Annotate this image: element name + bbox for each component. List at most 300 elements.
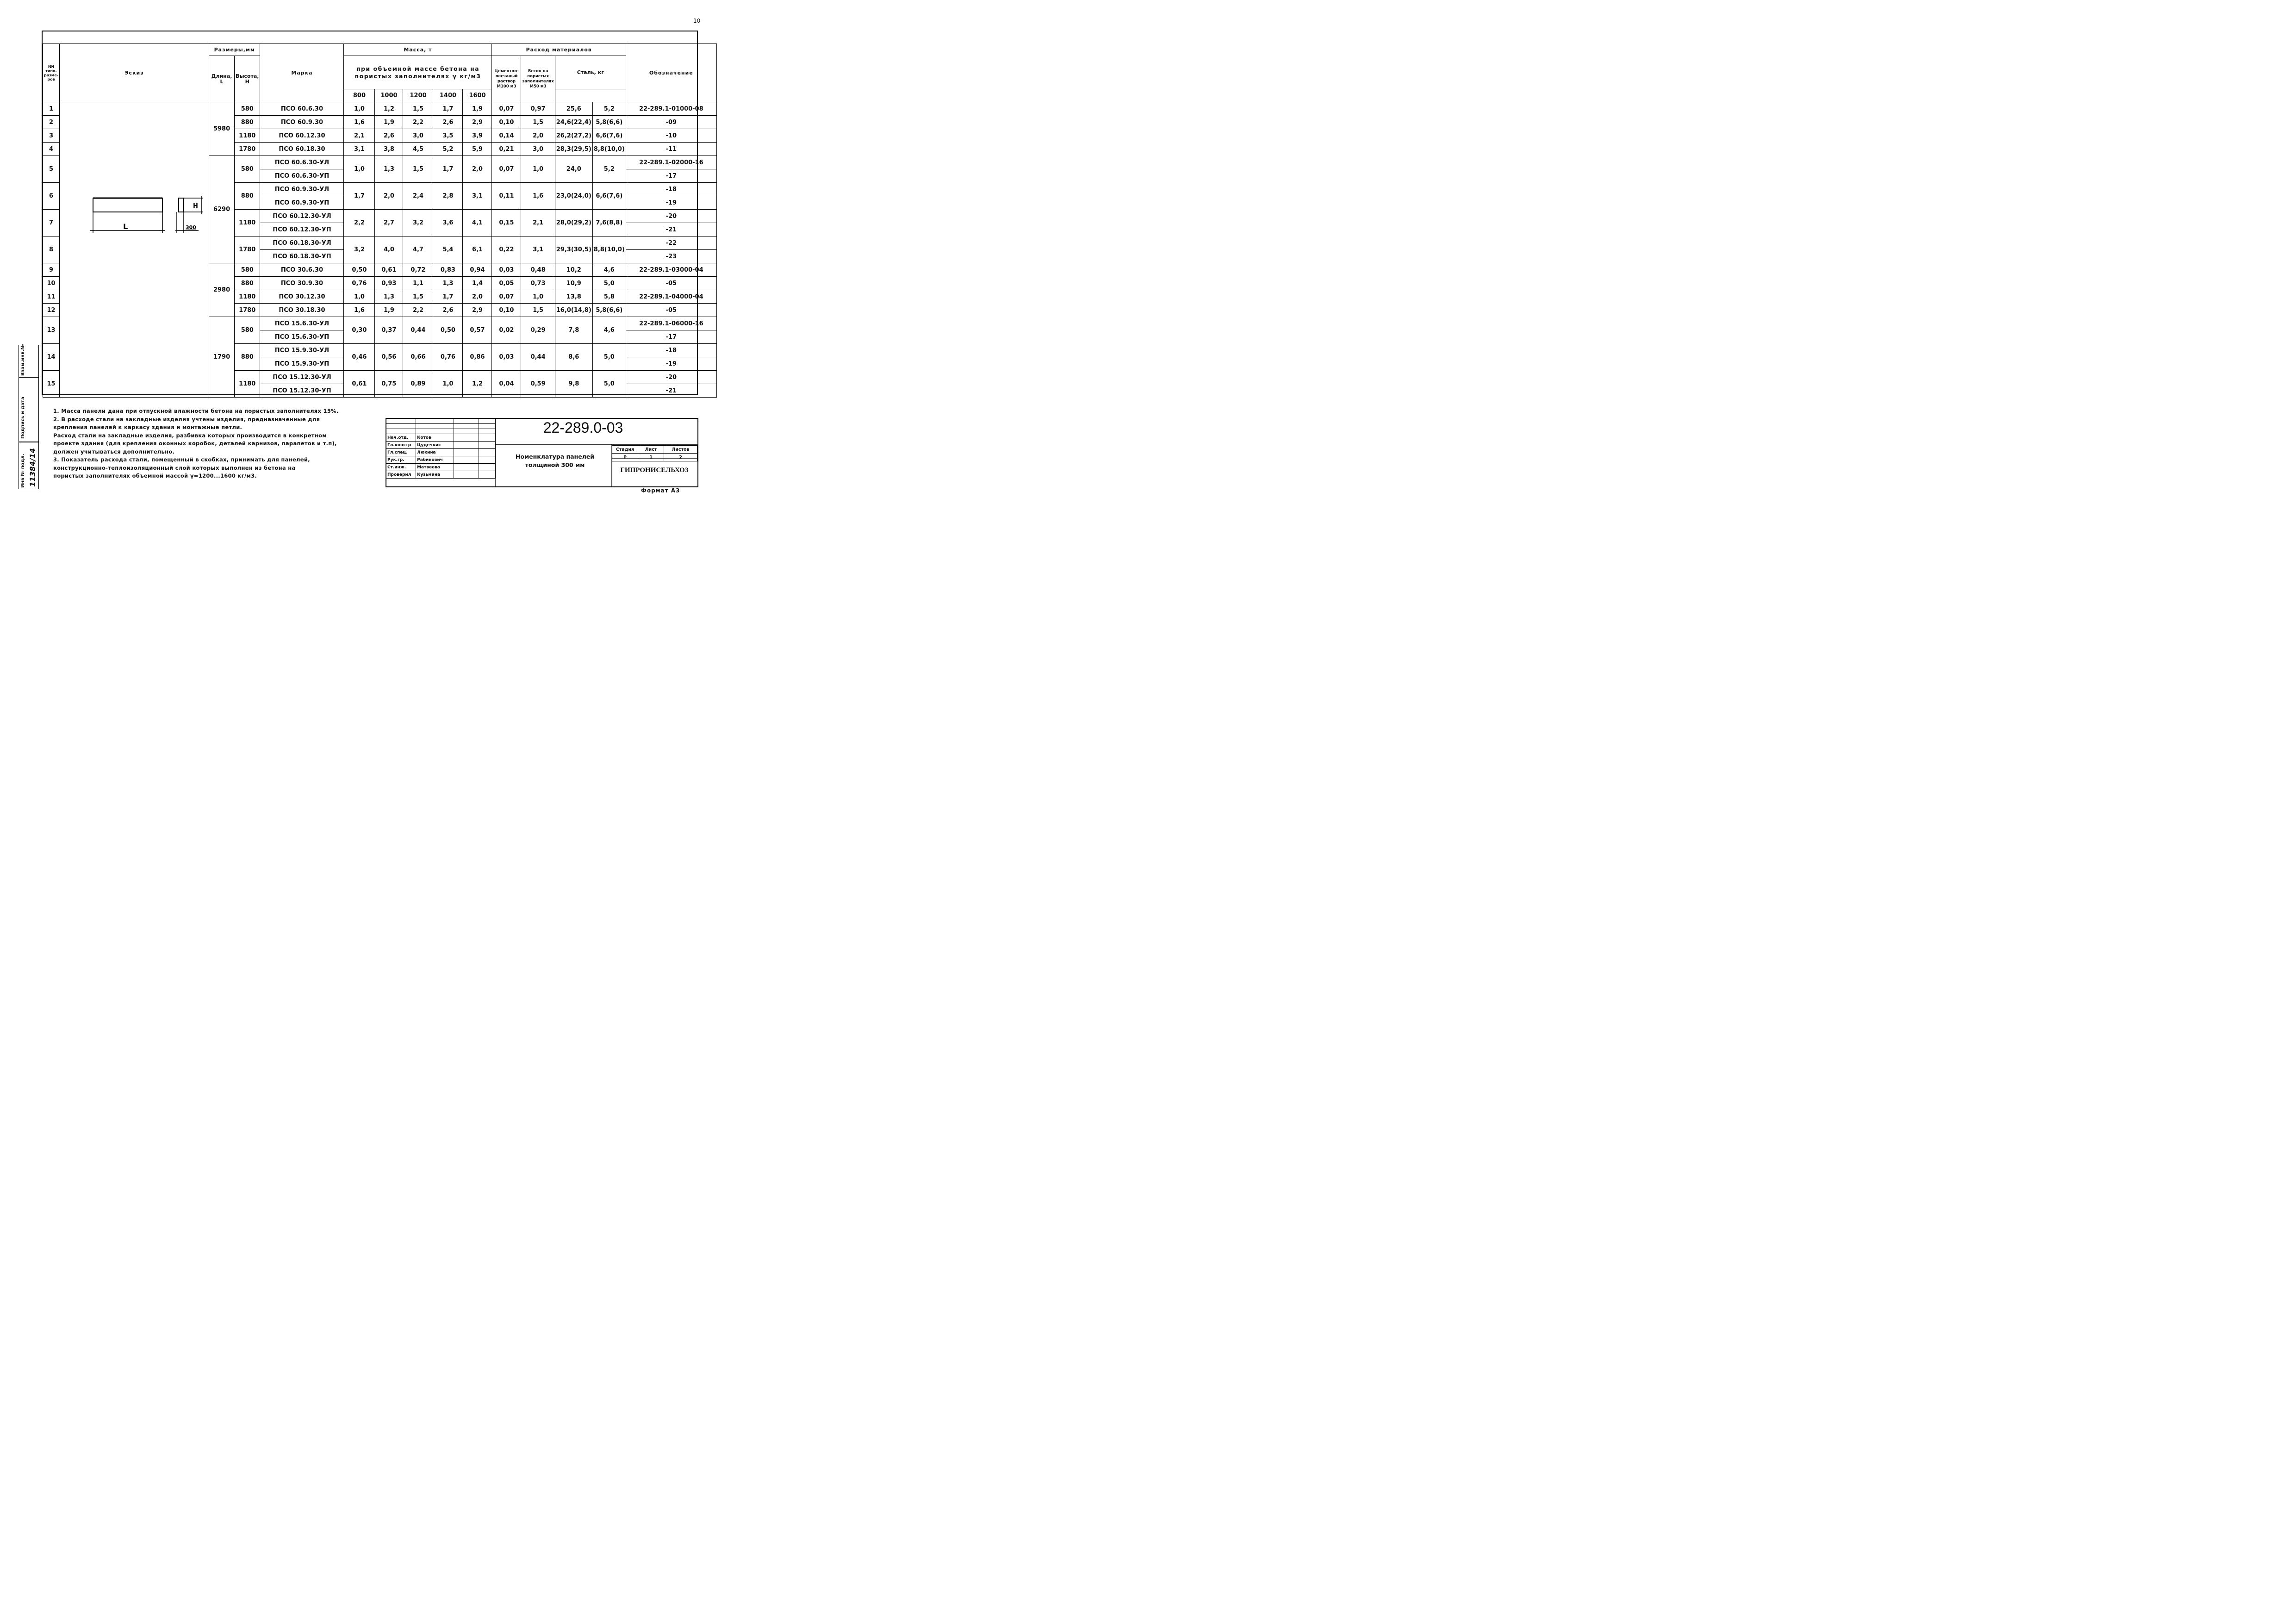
mass-value: 2,6 bbox=[375, 129, 403, 143]
designation: -18 bbox=[626, 344, 716, 357]
concrete-volume: 0,97 bbox=[521, 102, 555, 116]
sign-label: Подпись и дата bbox=[20, 397, 25, 439]
panel-mark: ПСО 60.6.30 bbox=[260, 102, 344, 116]
document-code: 22-289.0-03 bbox=[543, 419, 623, 436]
type-number: 12 bbox=[43, 304, 60, 317]
panel-height: 1180 bbox=[235, 129, 260, 143]
mass-value: 0,61 bbox=[344, 371, 375, 398]
steel-total: 10,2 bbox=[555, 263, 592, 277]
type-number: 1 bbox=[43, 102, 60, 116]
signature bbox=[454, 471, 479, 479]
mass-value: 1,5 bbox=[403, 156, 433, 183]
empty-cell bbox=[479, 429, 496, 434]
steel-embedded: 5,0 bbox=[592, 371, 626, 398]
concrete-volume: 1,0 bbox=[521, 156, 555, 183]
designation: -05 bbox=[626, 304, 716, 317]
empty-cell bbox=[416, 424, 454, 429]
replace-label: Взам.инв.№ bbox=[20, 344, 25, 376]
panel-height: 580 bbox=[235, 156, 260, 183]
steel-embedded: 5,8(6,6) bbox=[592, 116, 626, 129]
header-mass-density: при объемной массе бетона на пористых заполнителях γ кг/м3 bbox=[344, 56, 492, 89]
sheets-value: 2 bbox=[664, 454, 697, 461]
designation: -17 bbox=[626, 169, 716, 183]
steel-total: 13,8 bbox=[555, 290, 592, 304]
steel-total: 10,9 bbox=[555, 277, 592, 290]
panel-mark: ПСО 60.12.30-УП bbox=[260, 223, 344, 236]
steel-total: 28,3(29,5) bbox=[555, 143, 592, 156]
designation: -09 bbox=[626, 116, 716, 129]
mass-value: 2,6 bbox=[433, 304, 463, 317]
signature-row bbox=[386, 471, 496, 479]
mass-value: 1,5 bbox=[403, 290, 433, 304]
mass-value: 1,0 bbox=[433, 371, 463, 398]
length-label: L bbox=[123, 222, 128, 231]
header-mass: Масса, т bbox=[344, 44, 492, 56]
type-number: 11 bbox=[43, 290, 60, 304]
mortar-volume: 0,03 bbox=[492, 263, 521, 277]
signature bbox=[454, 442, 479, 449]
mass-value: 0,56 bbox=[375, 344, 403, 371]
panel-height: 1780 bbox=[235, 236, 260, 263]
mortar-volume: 0,02 bbox=[492, 317, 521, 344]
mass-value: 3,2 bbox=[344, 236, 375, 263]
note-line: пористых заполнителях объемной массой γ=1200...1600 кг/м3. bbox=[53, 473, 257, 479]
mass-value: 0,37 bbox=[375, 317, 403, 344]
concrete-volume: 1,0 bbox=[521, 290, 555, 304]
header-length: Длина, L bbox=[209, 56, 235, 102]
concrete-volume: 2,1 bbox=[521, 210, 555, 236]
person-name: Цудечкис bbox=[416, 442, 454, 449]
signature bbox=[454, 456, 479, 464]
type-number: 15 bbox=[43, 371, 60, 398]
concrete-volume: 0,29 bbox=[521, 317, 555, 344]
paper-format: Формат А3 bbox=[641, 487, 680, 494]
mortar-volume: 0,10 bbox=[492, 116, 521, 129]
designation: 22-289.1-06000-16 bbox=[626, 317, 716, 330]
concrete-volume: 1,5 bbox=[521, 304, 555, 317]
designation: -20 bbox=[626, 371, 716, 384]
panel-mark: ПСО 60.18.30-УЛ bbox=[260, 236, 344, 250]
steel-embedded: 5,2 bbox=[592, 102, 626, 116]
type-number: 9 bbox=[43, 263, 60, 277]
empty-cell bbox=[479, 424, 496, 429]
role: Ст.инж. bbox=[386, 464, 416, 471]
panel-mark: ПСО 15.6.30-УП bbox=[260, 330, 344, 344]
empty-cell bbox=[386, 429, 416, 434]
drawing-sheet bbox=[0, 0, 717, 507]
steel-embedded: 5,0 bbox=[592, 344, 626, 371]
mortar-volume: 0,07 bbox=[492, 290, 521, 304]
replace-cell bbox=[19, 345, 39, 377]
density-800: 800 bbox=[344, 89, 375, 102]
density-1600: 1600 bbox=[463, 89, 492, 102]
mass-value: 3,0 bbox=[403, 129, 433, 143]
panel-mark: ПСО 60.12.30-УЛ bbox=[260, 210, 344, 223]
steel-embedded: 8,8(10,0) bbox=[592, 236, 626, 263]
type-number: 8 bbox=[43, 236, 60, 263]
title-block-row bbox=[386, 419, 496, 424]
type-number: 6 bbox=[43, 183, 60, 210]
panel-height: 580 bbox=[235, 263, 260, 277]
panel-mark: ПСО 15.12.30-УП bbox=[260, 384, 344, 398]
mass-value: 2,1 bbox=[344, 129, 375, 143]
stage-sheet-table bbox=[612, 445, 697, 461]
panel-height: 1780 bbox=[235, 143, 260, 156]
side-stamp bbox=[19, 345, 39, 489]
mass-value: 1,7 bbox=[344, 183, 375, 210]
mass-value: 2,0 bbox=[375, 183, 403, 210]
mass-value: 5,9 bbox=[463, 143, 492, 156]
mass-value: 4,5 bbox=[403, 143, 433, 156]
designation: 22-289.1-04000-04 bbox=[626, 290, 716, 304]
mass-value: 2,4 bbox=[403, 183, 433, 210]
density-1200: 1200 bbox=[403, 89, 433, 102]
steel-embedded: 5,0 bbox=[592, 277, 626, 290]
height-label: H bbox=[193, 203, 198, 210]
signature bbox=[454, 449, 479, 456]
concrete-volume: 3,1 bbox=[521, 236, 555, 263]
inv-cell bbox=[19, 442, 39, 489]
designation: -21 bbox=[626, 384, 716, 398]
mass-value: 0,66 bbox=[403, 344, 433, 371]
mass-value: 2,6 bbox=[433, 116, 463, 129]
mass-value: 2,7 bbox=[375, 210, 403, 236]
panel-height: 1180 bbox=[235, 371, 260, 398]
mass-value: 0,57 bbox=[463, 317, 492, 344]
mortar-volume: 0,15 bbox=[492, 210, 521, 236]
mass-value: 2,2 bbox=[403, 304, 433, 317]
person-name: Рабинович bbox=[416, 456, 454, 464]
panel-length: 6290 bbox=[209, 156, 235, 263]
steel-embedded: 4,6 bbox=[592, 317, 626, 344]
header-concrete: Бетон на пористых заполнителях М50 м3 bbox=[521, 56, 555, 102]
steel-total: 9,8 bbox=[555, 371, 592, 398]
mass-value: 1,9 bbox=[375, 304, 403, 317]
designation: -17 bbox=[626, 330, 716, 344]
type-number: 3 bbox=[43, 129, 60, 143]
designation: -21 bbox=[626, 223, 716, 236]
role: Гл.констр bbox=[386, 442, 416, 449]
panel-length: 2980 bbox=[209, 263, 235, 317]
steel-total: 29,3(30,5) bbox=[555, 236, 592, 263]
date bbox=[479, 464, 496, 471]
mass-value: 2,8 bbox=[433, 183, 463, 210]
panel-mark: ПСО 60.9.30-УЛ bbox=[260, 183, 344, 196]
mass-value: 0,30 bbox=[344, 317, 375, 344]
mass-value: 0,44 bbox=[403, 317, 433, 344]
signature-row bbox=[386, 442, 496, 449]
empty-cell bbox=[416, 429, 454, 434]
mass-value: 1,0 bbox=[344, 290, 375, 304]
concrete-volume: 0,44 bbox=[521, 344, 555, 371]
panel-mark: ПСО 60.9.30 bbox=[260, 116, 344, 129]
inv-label: Инв № подл. bbox=[20, 454, 25, 488]
designation: -19 bbox=[626, 196, 716, 210]
mass-value: 2,9 bbox=[463, 116, 492, 129]
mass-value: 1,3 bbox=[433, 277, 463, 290]
role: Нач.отд. bbox=[386, 434, 416, 442]
note-line: 2. В расходе стали на закладные изделия учтены изделия, предназначенные для bbox=[53, 416, 320, 423]
mass-value: 1,0 bbox=[344, 102, 375, 116]
person-name: Матвеева bbox=[416, 464, 454, 471]
mass-value: 4,0 bbox=[375, 236, 403, 263]
mass-value: 1,4 bbox=[463, 277, 492, 290]
density-1000: 1000 bbox=[375, 89, 403, 102]
steel-total: 26,2(27,2) bbox=[555, 129, 592, 143]
type-number: 5 bbox=[43, 156, 60, 183]
signature-row bbox=[386, 434, 496, 442]
panel-height: 880 bbox=[235, 277, 260, 290]
mass-value: 2,9 bbox=[463, 304, 492, 317]
date bbox=[479, 449, 496, 456]
steel-embedded: 5,8(6,6) bbox=[592, 304, 626, 317]
thickness-label: 300 bbox=[186, 224, 197, 230]
mortar-volume: 0,11 bbox=[492, 183, 521, 210]
title-line: толщиной 300 мм bbox=[525, 461, 585, 468]
inv-value: 11384/14 bbox=[28, 448, 37, 487]
steel-embedded: 5,2 bbox=[592, 156, 626, 183]
panel-length: 5980 bbox=[209, 102, 235, 156]
designation: 22-289.1-03000-04 bbox=[626, 263, 716, 277]
mass-value: 3,8 bbox=[375, 143, 403, 156]
empty-cell bbox=[454, 419, 479, 424]
mortar-volume: 0,07 bbox=[492, 156, 521, 183]
mass-value: 0,93 bbox=[375, 277, 403, 290]
organization-name: ГИПРОНИСЕЛЬХОЗ bbox=[620, 467, 689, 474]
person-name: Люхина bbox=[416, 449, 454, 456]
note-line: крепления панелей к каркасу здания и монтажные петли. bbox=[53, 424, 243, 430]
mass-value: 0,86 bbox=[463, 344, 492, 371]
empty-cell bbox=[386, 424, 416, 429]
concrete-volume: 1,6 bbox=[521, 183, 555, 210]
steel-total: 16,0(14,8) bbox=[555, 304, 592, 317]
mass-value: 2,2 bbox=[403, 116, 433, 129]
mass-value: 3,2 bbox=[403, 210, 433, 236]
person-name: Кузьмина bbox=[416, 471, 454, 479]
steel-total: 8,6 bbox=[555, 344, 592, 371]
mass-value: 1,3 bbox=[375, 156, 403, 183]
designation: -05 bbox=[626, 277, 716, 290]
designation: 22-289.1-02000-16 bbox=[626, 156, 716, 169]
designation: -18 bbox=[626, 183, 716, 196]
mass-value: 2,0 bbox=[463, 290, 492, 304]
steel-embedded: 4,6 bbox=[592, 263, 626, 277]
concrete-volume: 2,0 bbox=[521, 129, 555, 143]
steel-embedded: 8,8(10,0) bbox=[592, 143, 626, 156]
panel-height: 580 bbox=[235, 102, 260, 116]
mass-value: 0,50 bbox=[433, 317, 463, 344]
designation: -11 bbox=[626, 143, 716, 156]
empty-cell bbox=[416, 419, 454, 424]
type-number: 4 bbox=[43, 143, 60, 156]
panel-mark: ПСО 15.12.30-УЛ bbox=[260, 371, 344, 384]
steel-total: 24,6(22,4) bbox=[555, 116, 592, 129]
mass-value: 3,1 bbox=[344, 143, 375, 156]
panel-mark: ПСО 30.12.30 bbox=[260, 290, 344, 304]
header-designation: Обозначение bbox=[626, 44, 716, 102]
title-block-row bbox=[386, 429, 496, 434]
note-line: 3. Показатель расхода стали, помещенный в скобках, принимать для панелей, bbox=[53, 456, 310, 463]
steel-total: 25,6 bbox=[555, 102, 592, 116]
designation: -22 bbox=[626, 236, 716, 250]
type-number: 14 bbox=[43, 344, 60, 371]
header-mark: Марка bbox=[260, 44, 344, 102]
mass-value: 0,94 bbox=[463, 263, 492, 277]
note-line: проекте здания (для крепления оконных коробок, деталей карнизов, парапетов и т.п), bbox=[53, 440, 337, 447]
concrete-volume: 0,59 bbox=[521, 371, 555, 398]
date bbox=[479, 471, 496, 479]
panel-mark: ПСО 60.6.30-УП bbox=[260, 169, 344, 183]
empty-cell bbox=[454, 424, 479, 429]
panel-height: 880 bbox=[235, 344, 260, 371]
steel-total: 24,0 bbox=[555, 156, 592, 183]
mass-value: 2,0 bbox=[463, 156, 492, 183]
mortar-volume: 0,04 bbox=[492, 371, 521, 398]
mass-value: 6,1 bbox=[463, 236, 492, 263]
mass-value: 0,89 bbox=[403, 371, 433, 398]
steel-total: 23,0(24,0) bbox=[555, 183, 592, 210]
mass-value: 0,72 bbox=[403, 263, 433, 277]
panel-length: 1790 bbox=[209, 317, 235, 398]
note-line: должен учитываться дополнительно. bbox=[53, 448, 175, 455]
header-steel: Сталь, кг bbox=[555, 56, 626, 89]
header-dimensions: Размеры,мм bbox=[209, 44, 260, 56]
concrete-volume: 0,73 bbox=[521, 277, 555, 290]
mortar-volume: 0,03 bbox=[492, 344, 521, 371]
title-block-signatures bbox=[386, 418, 496, 479]
title-block-row bbox=[386, 424, 496, 429]
mortar-volume: 0,14 bbox=[492, 129, 521, 143]
mass-value: 3,6 bbox=[433, 210, 463, 236]
type-number: 13 bbox=[43, 317, 60, 344]
signature-row bbox=[386, 464, 496, 471]
panel-mark: ПСО 60.12.30 bbox=[260, 129, 344, 143]
mass-value: 4,1 bbox=[463, 210, 492, 236]
mass-value: 5,2 bbox=[433, 143, 463, 156]
panel-height: 1780 bbox=[235, 304, 260, 317]
mass-value: 3,9 bbox=[463, 129, 492, 143]
steel-total: 7,8 bbox=[555, 317, 592, 344]
designation: -20 bbox=[626, 210, 716, 223]
sign-cell bbox=[19, 377, 39, 442]
panel-height: 1180 bbox=[235, 210, 260, 236]
empty-cell bbox=[454, 429, 479, 434]
sheets-label: Листов bbox=[664, 446, 697, 454]
date bbox=[479, 456, 496, 464]
mass-value: 1,6 bbox=[344, 116, 375, 129]
density-1400: 1400 bbox=[433, 89, 463, 102]
concrete-volume: 3,0 bbox=[521, 143, 555, 156]
signature-row bbox=[386, 456, 496, 464]
role: Гл.спец. bbox=[386, 449, 416, 456]
note-line: 1. Масса панели дана при отпускной влажности бетона на пористых заполнителях 15%. bbox=[53, 408, 339, 414]
mass-value: 1,3 bbox=[375, 290, 403, 304]
mass-value: 1,5 bbox=[403, 102, 433, 116]
mortar-volume: 0,07 bbox=[492, 102, 521, 116]
panel-mark: ПСО 60.18.30-УП bbox=[260, 250, 344, 263]
steel-embedded: 5,8 bbox=[592, 290, 626, 304]
stage-value: Р bbox=[612, 454, 638, 461]
type-number: 7 bbox=[43, 210, 60, 236]
header-mortar: Цементно-песчаный раствор М100 м3 bbox=[492, 56, 521, 102]
designation: -19 bbox=[626, 357, 716, 371]
mass-value: 2,2 bbox=[344, 210, 375, 236]
signature-row bbox=[386, 449, 496, 456]
panel-height: 580 bbox=[235, 317, 260, 344]
steel-embedded: 6,6(7,6) bbox=[592, 129, 626, 143]
panel-mark: ПСО 30.9.30 bbox=[260, 277, 344, 290]
mass-value: 0,75 bbox=[375, 371, 403, 398]
steel-embedded: 6,6(7,6) bbox=[592, 183, 626, 210]
panel-mark: ПСО 60.9.30-УП bbox=[260, 196, 344, 210]
mass-value: 1,9 bbox=[463, 102, 492, 116]
panel-height: 880 bbox=[235, 183, 260, 210]
signature bbox=[454, 464, 479, 471]
header-type-no: NN типо- разме- ров bbox=[43, 44, 60, 102]
panel-height: 1180 bbox=[235, 290, 260, 304]
note-line: конструкционно-теплоизоляционный слой которых выполнен из бетона на bbox=[53, 464, 296, 471]
panel-mark: ПСО 15.9.30-УЛ bbox=[260, 344, 344, 357]
mass-value: 0,61 bbox=[375, 263, 403, 277]
panel-height: 880 bbox=[235, 116, 260, 129]
designation: -23 bbox=[626, 250, 716, 263]
date bbox=[479, 442, 496, 449]
role: Рук.гр. bbox=[386, 456, 416, 464]
mass-value: 0,83 bbox=[433, 263, 463, 277]
steel-embedded: 7,6(8,8) bbox=[592, 210, 626, 236]
panel-mark: ПСО 60.18.30 bbox=[260, 143, 344, 156]
empty-cell bbox=[386, 419, 416, 424]
header-height: Высота, H bbox=[235, 56, 260, 102]
mass-value: 1,7 bbox=[433, 290, 463, 304]
designation: 22-289.1-01000-08 bbox=[626, 102, 716, 116]
type-number: 2 bbox=[43, 116, 60, 129]
panel-mark: ПСО 30.18.30 bbox=[260, 304, 344, 317]
sheet-label: Лист bbox=[638, 446, 664, 454]
steel-total: 28,0(29,2) bbox=[555, 210, 592, 236]
document-title bbox=[497, 453, 613, 469]
panel-mark: ПСО 15.6.30-УЛ bbox=[260, 317, 344, 330]
header-sketch: Эскиз bbox=[60, 44, 209, 102]
type-number: 10 bbox=[43, 277, 60, 290]
mass-value: 1,6 bbox=[344, 304, 375, 317]
mass-value: 1,7 bbox=[433, 102, 463, 116]
mass-value: 3,5 bbox=[433, 129, 463, 143]
stage-label: Стадия bbox=[612, 446, 638, 454]
mass-value: 0,76 bbox=[344, 277, 375, 290]
mass-value: 0,50 bbox=[344, 263, 375, 277]
note-line: Расход стали на закладные изделия, разбивка которых производится в конкретном bbox=[53, 432, 327, 439]
header-materials: Расход материалов bbox=[492, 44, 626, 56]
mass-value: 1,0 bbox=[344, 156, 375, 183]
date bbox=[479, 434, 496, 442]
mass-value: 0,76 bbox=[433, 344, 463, 371]
person-name: Котов bbox=[416, 434, 454, 442]
panel-mark: ПСО 15.9.30-УП bbox=[260, 357, 344, 371]
mass-value: 3,1 bbox=[463, 183, 492, 210]
mass-value: 4,7 bbox=[403, 236, 433, 263]
mortar-volume: 0,10 bbox=[492, 304, 521, 317]
mass-value: 1,9 bbox=[375, 116, 403, 129]
mortar-volume: 0,22 bbox=[492, 236, 521, 263]
mass-value: 1,2 bbox=[375, 102, 403, 116]
panel-mark: ПСО 60.6.30-УЛ bbox=[260, 156, 344, 169]
mass-value: 5,4 bbox=[433, 236, 463, 263]
designation: -10 bbox=[626, 129, 716, 143]
page-number: 10 bbox=[693, 18, 701, 24]
role: Проверил bbox=[386, 471, 416, 479]
mass-value: 0,46 bbox=[344, 344, 375, 371]
